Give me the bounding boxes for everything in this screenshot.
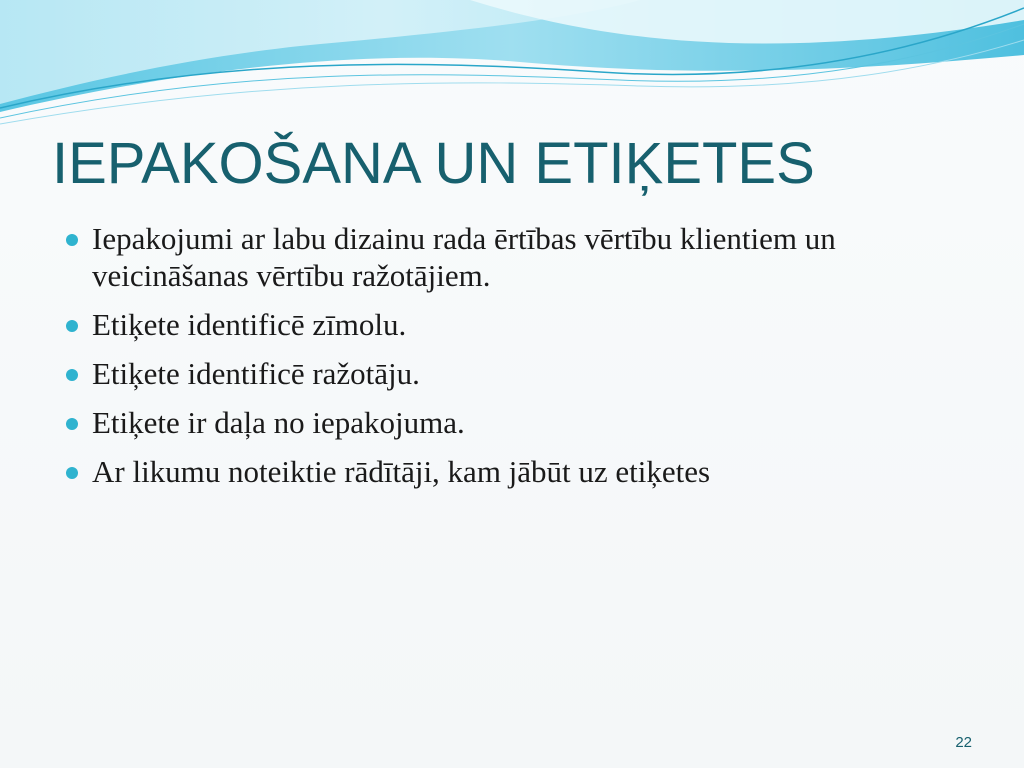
bullet-dot-icon: [66, 467, 78, 479]
header-wave-decoration: [0, 0, 1024, 130]
bullet-text: Etiķete ir daļa no iepakojuma.: [92, 405, 465, 440]
bullet-text: Etiķete identificē zīmolu.: [92, 307, 407, 342]
bullet-item: [64, 220, 964, 294]
page-number: 22: [955, 734, 972, 751]
bullet-dot-icon: [66, 320, 78, 332]
bullet-text: Iepakojumi ar labu dizainu rada ērtības vērtību klientiem un veicināšanas vērtību ražotājiem.: [92, 221, 836, 293]
bullet-dot-icon: [66, 369, 78, 381]
bullet-item: [64, 355, 964, 392]
slide-title: IEPAKOŠANA UN ETIĶETES: [52, 131, 815, 196]
bullet-list: [64, 220, 964, 502]
bullet-text: Etiķete identificē ražotāju.: [92, 356, 420, 391]
bullet-item: [64, 306, 964, 343]
bullet-item: [64, 453, 964, 490]
bullet-dot-icon: [66, 234, 78, 246]
bullet-dot-icon: [66, 418, 78, 430]
bullet-item: [64, 404, 964, 441]
bullet-text: Ar likumu noteiktie rādītāji, kam jābūt uz etiķetes: [92, 454, 711, 489]
